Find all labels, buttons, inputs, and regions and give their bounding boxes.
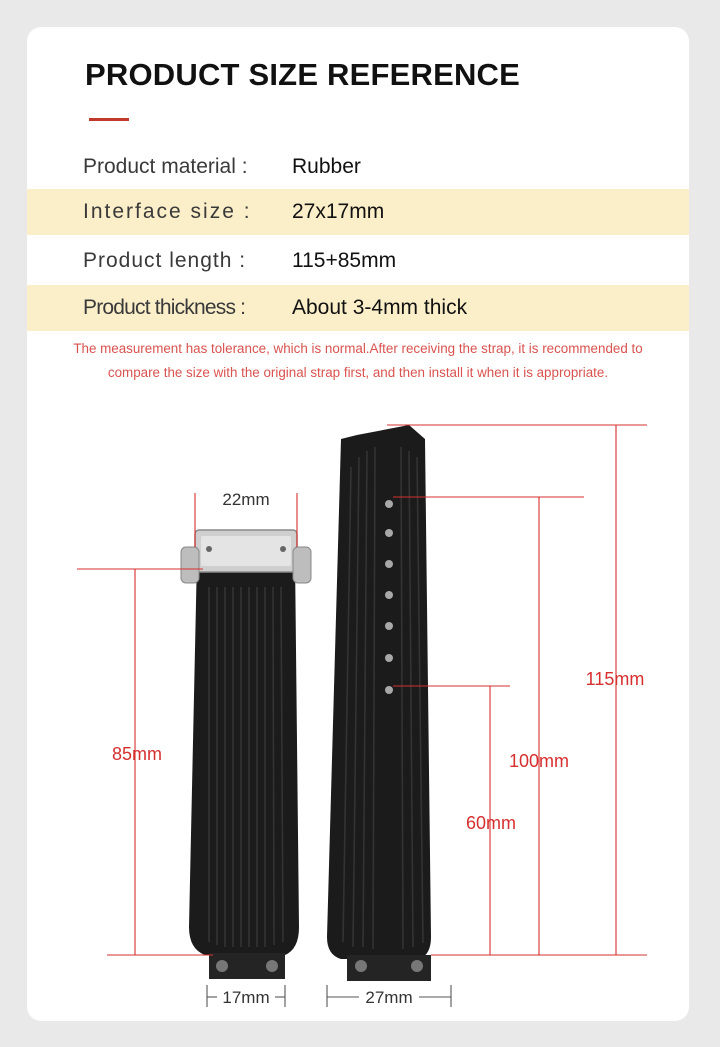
tolerance-note: The measurement has tolerance, which is normal.After receiving the strap, it is recommended to compare the size with the original strap first, and then install it when it is appropriate. [73, 341, 643, 380]
spec-value: 115+85mm [292, 249, 397, 272]
short-interface-label: 17mm [222, 988, 270, 1007]
long-interface-label: 27mm [365, 988, 413, 1007]
spec-label: Interface size : [83, 200, 252, 223]
page-title: PRODUCT SIZE REFERENCE [85, 57, 520, 92]
buckle-width-label: 22mm [222, 490, 270, 509]
long-length-label: 115mm [585, 669, 645, 689]
product-card [27, 27, 689, 1021]
spec-label: Product length : [83, 249, 247, 272]
spec-value: 27x17mm [292, 200, 385, 223]
spec-label: Product thickness : [83, 296, 246, 319]
spec-value: Rubber [292, 155, 361, 178]
short-length-label: 85mm [111, 744, 163, 764]
spec-value: About 3-4mm thick [292, 296, 468, 319]
strap-diagram [27, 27, 689, 1021]
hole-span-label: 100mm [508, 751, 570, 771]
spec-label: Product material : [83, 155, 248, 178]
first-hole-label: 60mm [465, 813, 517, 833]
